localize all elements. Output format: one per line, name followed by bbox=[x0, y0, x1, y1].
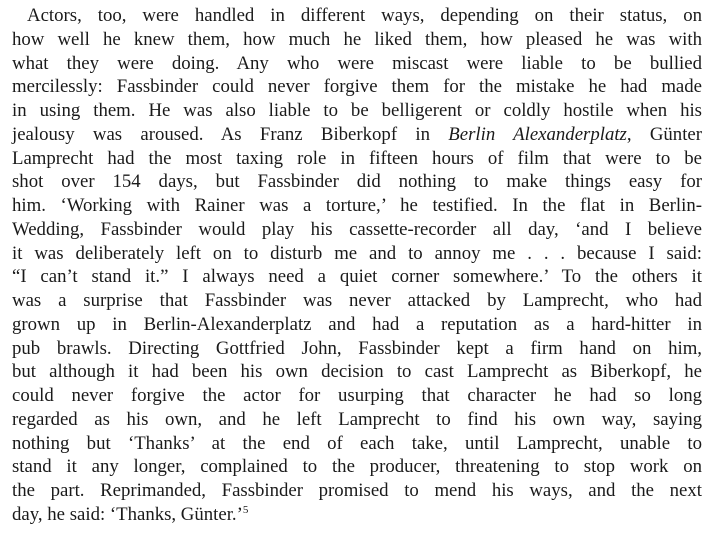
text-line-10: Wedding, Fassbinder would play his cassette-recorder all day, ‘and I believe bbox=[12, 218, 702, 240]
text-line-15: pub brawls. Directing Gottfried John, Fassbinder kept a firm hand on him, bbox=[12, 337, 702, 359]
text-line-6 bbox=[12, 123, 702, 147]
text-line-2: how well he knew them, how much he liked them, how pleased he was with bbox=[12, 28, 702, 50]
text-line-11: it was deliberately left on to disturb me and to annoy me . . . because I said: bbox=[12, 242, 702, 264]
text-line-9: him. ‘Working with Rainer was a torture,’ he testified. In the flat in Berlin- bbox=[12, 195, 702, 216]
text-line-6-start: jealousy was aroused. As Franz Biberkopf in bbox=[12, 123, 449, 145]
text-line-4: mercilessly: Fassbinder could never forgive them for the mistake he had made bbox=[12, 76, 702, 98]
book-page-text bbox=[12, 4, 702, 550]
text-line-5: in using them. He was also liable to be belligerent or coldly hostile when his bbox=[12, 100, 702, 121]
text-line-21: the part. Reprimanded, Fassbinder promised to mend his ways, and the next bbox=[12, 480, 702, 501]
text-line-12: “I can’t stand it.” I always need a quiet corner somewhere.’ To the others it bbox=[12, 266, 702, 288]
text-line-18: regarded as his own, and he left Lamprecht to find his own way, saying bbox=[12, 408, 702, 430]
text-line-7: Lamprecht had the most taxing role in fifteen hours of film that were to be bbox=[12, 147, 702, 169]
text-line-16: but although it had been his own decision to cast Lamprecht as Biberkopf, he bbox=[12, 361, 702, 383]
text-line-22 bbox=[12, 503, 702, 527]
film-title-italic: Berlin Alexanderplatz bbox=[448, 123, 627, 145]
text-line-8: shot over 154 days, but Fassbinder did nothing to make things easy for bbox=[12, 171, 702, 193]
text-line-19: nothing but ‘Thanks’ at the end of each take, until Lamprecht, unable to bbox=[12, 432, 702, 454]
text-line-20: stand it any longer, complained to the producer, threatening to stop work on bbox=[12, 456, 702, 478]
text-line-1: Actors, too, were handled in different ways, depending on their status, on bbox=[27, 5, 702, 26]
text-line-17: could never forgive the actor for usurping that character he had so long bbox=[12, 385, 702, 406]
footnote-marker: 5 bbox=[242, 503, 249, 516]
text-line-14: grown up in Berlin-Alexanderplatz and had a reputation as a hard-hitter in bbox=[12, 313, 702, 335]
text-line-13: was a surprise that Fassbinder was never attacked by Lamprecht, who had bbox=[12, 290, 702, 311]
text-line-22-body: day, he said: ‘Thanks, Günter.’ bbox=[12, 503, 243, 525]
text-line-6-end: , Günter bbox=[626, 123, 703, 145]
text-line-3: what they were doing. Any who were miscast were liable to be bullied bbox=[12, 52, 702, 74]
